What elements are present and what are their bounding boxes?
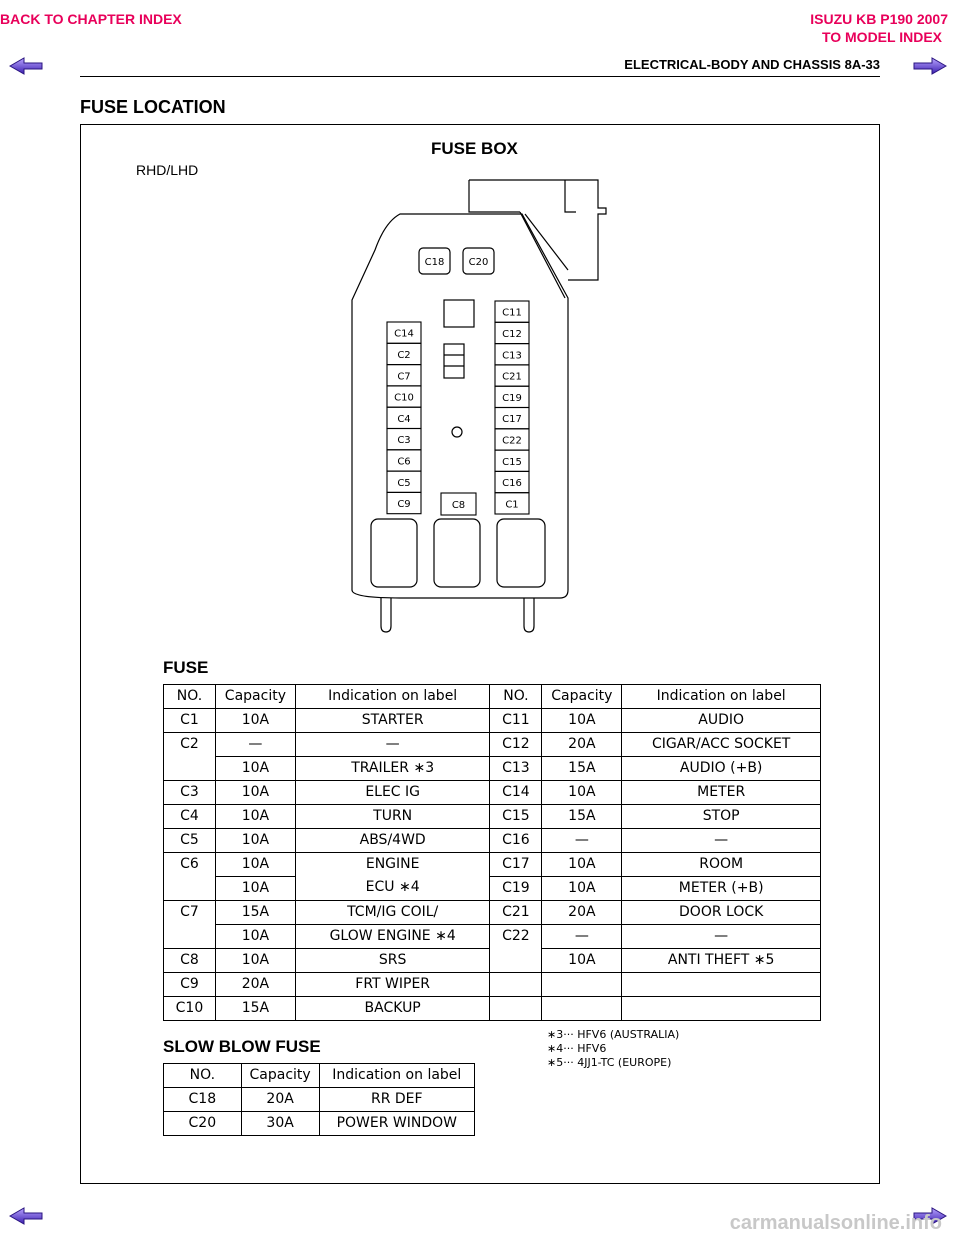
table-row [164, 781, 821, 805]
fuse-label: C15 [502, 456, 522, 468]
header-cell: NO. [490, 685, 542, 709]
fuse-label: C20 [468, 257, 489, 268]
cell: GLOW ENGINE ∗4 [295, 925, 490, 949]
cell: 10A [542, 877, 622, 901]
table-row [164, 1112, 475, 1136]
cell: C19 [490, 877, 542, 901]
header-cell: NO. [164, 1064, 242, 1088]
table-row [164, 757, 821, 781]
cell: STARTER [295, 709, 490, 733]
cell: 20A [542, 733, 622, 757]
cell: 10A [542, 709, 622, 733]
cell: 10A [215, 853, 295, 877]
cell: 10A [215, 781, 295, 805]
fuse-label: C6 [397, 456, 411, 468]
cell: — [622, 925, 821, 949]
fuse-table-header-row [164, 685, 821, 709]
cell: 15A [542, 805, 622, 829]
fuse-section-title: FUSE [163, 658, 209, 677]
fuse-label: C21 [502, 371, 522, 383]
cell: ANTI THEFT ∗5 [622, 949, 821, 973]
cell: 10A [215, 925, 295, 949]
cell: C17 [490, 853, 542, 877]
cell-line: ENGINE [365, 856, 420, 872]
table-row [164, 709, 821, 733]
slow-blow-table [163, 1063, 475, 1136]
cell: BACKUP [295, 997, 490, 1021]
fuse-label: C19 [502, 392, 522, 404]
page-title: FUSE LOCATION [80, 97, 226, 117]
header-cell: Capacity [215, 685, 295, 709]
back-to-chapter-index-link[interactable]: BACK TO CHAPTER INDEX [0, 11, 182, 27]
footnote-3: ∗3··· HFV6 (AUSTRALIA) [547, 1028, 680, 1041]
to-model-index-link[interactable]: TO MODEL INDEX [821, 29, 942, 45]
header-cell: Capacity [542, 685, 622, 709]
relay-right [497, 519, 545, 587]
header-cell: NO. [164, 685, 216, 709]
cell: 10A [215, 877, 295, 901]
cell: C7 [164, 901, 216, 949]
table-row [164, 877, 821, 901]
cell: 10A [542, 853, 622, 877]
cell: CIGAR/ACC SOCKET [622, 733, 821, 757]
fuse-label: C18 [424, 257, 445, 268]
fuse-label: C11 [502, 307, 522, 319]
cell: STOP [622, 805, 821, 829]
cell: ELEC IG [295, 781, 490, 805]
cell: SRS [295, 949, 490, 973]
cell: — [542, 829, 622, 853]
cell: TURN [295, 805, 490, 829]
cell: 10A [215, 757, 295, 781]
cell: METER [622, 781, 821, 805]
fuse-table [163, 684, 821, 1021]
watermark: carmanualsonline.info [729, 1212, 942, 1234]
cell [542, 973, 622, 997]
cell: C22 [490, 925, 542, 973]
table-row [164, 829, 821, 853]
fuse-label: C7 [397, 371, 411, 383]
header-cell: Indication on label [295, 685, 490, 709]
relay-left [371, 519, 417, 587]
cell: C12 [490, 733, 542, 757]
cell: 30A [241, 1112, 319, 1136]
relay-center [434, 519, 480, 587]
fuse-label: C22 [502, 435, 522, 447]
cell: C18 [164, 1088, 242, 1112]
model-title-link[interactable]: ISUZU KB P190 2007 [810, 11, 948, 27]
cell: C8 [164, 949, 216, 973]
prev-page-bottom-arrow-icon[interactable] [8, 1206, 44, 1226]
cell: FRT WIPER [295, 973, 490, 997]
cell: ROOM [622, 853, 821, 877]
table-row [164, 925, 821, 949]
fuse-label: C9 [397, 499, 411, 511]
cell: METER (+B) [622, 877, 821, 901]
section-header: ELECTRICAL-BODY AND CHASSIS 8A-33 [624, 57, 880, 72]
cell: C13 [490, 757, 542, 781]
table-row [164, 997, 821, 1021]
fuse-label: C12 [502, 328, 522, 340]
cell: 15A [542, 757, 622, 781]
spare-slot [444, 300, 474, 327]
cell: 10A [542, 949, 622, 973]
cell: C21 [490, 901, 542, 925]
footnote-4: ∗4··· HFV6 [547, 1042, 607, 1055]
cell: 10A [542, 781, 622, 805]
slow-blow-header-row [164, 1064, 475, 1088]
fuse-label: C3 [397, 435, 411, 447]
table-row [164, 805, 821, 829]
cell: RR DEF [319, 1088, 474, 1112]
cell: — [542, 925, 622, 949]
cell: 10A [215, 805, 295, 829]
header-divider [80, 76, 880, 77]
cell: 10A [215, 949, 295, 973]
cell: — [215, 733, 295, 757]
cell [622, 973, 821, 997]
cell: ABS/4WD [295, 829, 490, 853]
cell: TRAILER ∗3 [295, 757, 490, 781]
table-row [164, 1088, 475, 1112]
cell [295, 853, 490, 901]
table-row [164, 733, 821, 757]
prev-page-arrow-icon[interactable] [8, 56, 44, 76]
fuse-box-title: FUSE BOX [431, 139, 518, 158]
header-cell: Indication on label [622, 685, 821, 709]
header-cell: Capacity [241, 1064, 319, 1088]
variant-label: RHD/LHD [136, 162, 199, 178]
cell: C11 [490, 709, 542, 733]
cell: C2 [164, 733, 216, 781]
slow-blow-title: SLOW BLOW FUSE [163, 1037, 321, 1056]
cell: 20A [241, 1088, 319, 1112]
mounting-hole [452, 427, 462, 437]
fuse-box-diagram [340, 170, 620, 640]
table-row [164, 853, 821, 877]
table-row [164, 973, 821, 997]
cell: C3 [164, 781, 216, 805]
fuse-box-body [352, 214, 568, 598]
cell: 15A [215, 997, 295, 1021]
footnote-5: ∗5··· 4JJ1-TC (EUROPE) [547, 1056, 672, 1069]
header-cell: Indication on label [319, 1064, 474, 1088]
cell: 10A [215, 709, 295, 733]
fuse-label: C13 [502, 350, 522, 362]
cell: C9 [164, 973, 216, 997]
fuse-label: C1 [505, 499, 519, 511]
cell-line: ECU ∗4 [365, 879, 420, 895]
cell: POWER WINDOW [319, 1112, 474, 1136]
cell: — [295, 733, 490, 757]
cell: C1 [164, 709, 216, 733]
cell: C10 [164, 997, 216, 1021]
cell: DOOR LOCK [622, 901, 821, 925]
fuse-label: C16 [502, 478, 522, 490]
next-page-arrow-icon[interactable] [912, 56, 948, 76]
cell [542, 997, 622, 1021]
cell: 20A [542, 901, 622, 925]
fuse-label: C5 [397, 477, 411, 489]
cell: C15 [490, 805, 542, 829]
cell: TCM/IG COIL/ [295, 901, 490, 925]
cell: C20 [164, 1112, 242, 1136]
cell: — [622, 829, 821, 853]
cell: C4 [164, 805, 216, 829]
cell [490, 997, 542, 1021]
fuse-label: C4 [397, 413, 411, 425]
fuse-label: C17 [502, 414, 522, 426]
cell: C5 [164, 829, 216, 853]
fuse-label: C8 [451, 500, 466, 511]
cell: AUDIO (+B) [622, 757, 821, 781]
table-row [164, 901, 821, 925]
fuse-label: C10 [394, 392, 414, 404]
fuse-label: C14 [394, 328, 414, 340]
cell: C16 [490, 829, 542, 853]
footnotes [547, 1028, 679, 1070]
cell: C14 [490, 781, 542, 805]
cell: 15A [215, 901, 295, 925]
cell [622, 997, 821, 1021]
fuse-label: C2 [397, 349, 411, 361]
cell: 20A [215, 973, 295, 997]
cell [490, 973, 542, 997]
cell: 10A [215, 829, 295, 853]
cell: AUDIO [622, 709, 821, 733]
cell: C6 [164, 853, 216, 901]
